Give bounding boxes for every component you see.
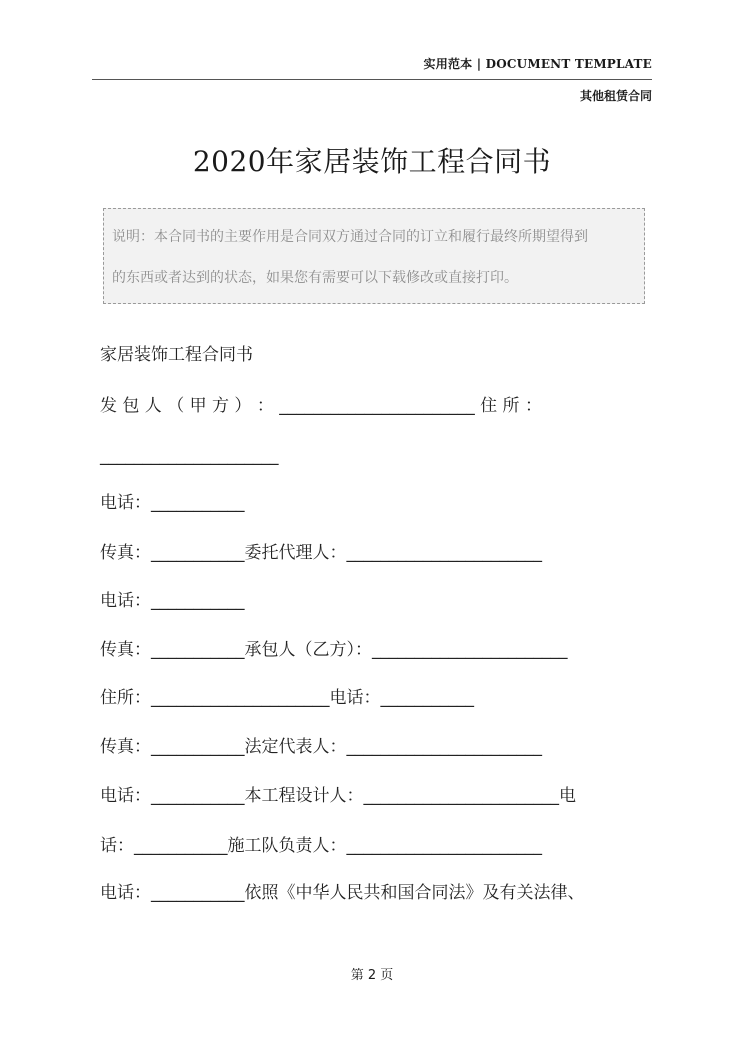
contract-line-phone-1: 电话：___________: [100, 493, 245, 513]
notice-line-1: 说明：本合同书的主要作用是合同双方通过合同的订立和履行最终所期望得到: [112, 229, 588, 245]
header-divider: [92, 79, 652, 80]
contract-line-employer: 发 包 人 （ 甲 方 ） ： _______________________ 住 所 ：: [100, 396, 542, 416]
contract-line-address-blank: _____________________: [100, 446, 279, 466]
contract-line-address-phone: 住所：_____________________电话：___________: [100, 688, 474, 708]
header-category-label: 其他租赁合同: [579, 89, 652, 103]
section-heading: 家居装饰工程合同书: [100, 345, 253, 365]
page-number: 第 2 页: [350, 968, 394, 983]
notice-box: [103, 208, 645, 304]
contract-line-fax-legal-rep: 传真：___________法定代表人：_______________________: [100, 737, 542, 757]
contract-line-phone-2: 电话：___________: [100, 591, 245, 611]
contract-line-fax-contractor: 传真：___________承包人（乙方）：_______________________: [100, 640, 568, 660]
document-title: 2020年家居装饰工程合同书: [192, 145, 552, 178]
contract-line-phone-designer: 电话：___________本工程设计人：_______________________电: [100, 786, 576, 806]
contract-line-phone-law: 电话：___________依照《中华人民共和国合同法》及有关法律、: [100, 883, 585, 903]
header-document-template-label: 实用范本 | DOCUMENT TEMPLATE: [423, 57, 652, 71]
notice-line-2: 的东西或者达到的状态，如果您有需要可以下载修改或直接打印。: [112, 270, 518, 286]
contract-line-fax-agent: 传真：___________委托代理人：_______________________: [100, 543, 542, 563]
contract-line-phone-foreman: 话：___________施工队负责人：_______________________: [100, 836, 542, 856]
